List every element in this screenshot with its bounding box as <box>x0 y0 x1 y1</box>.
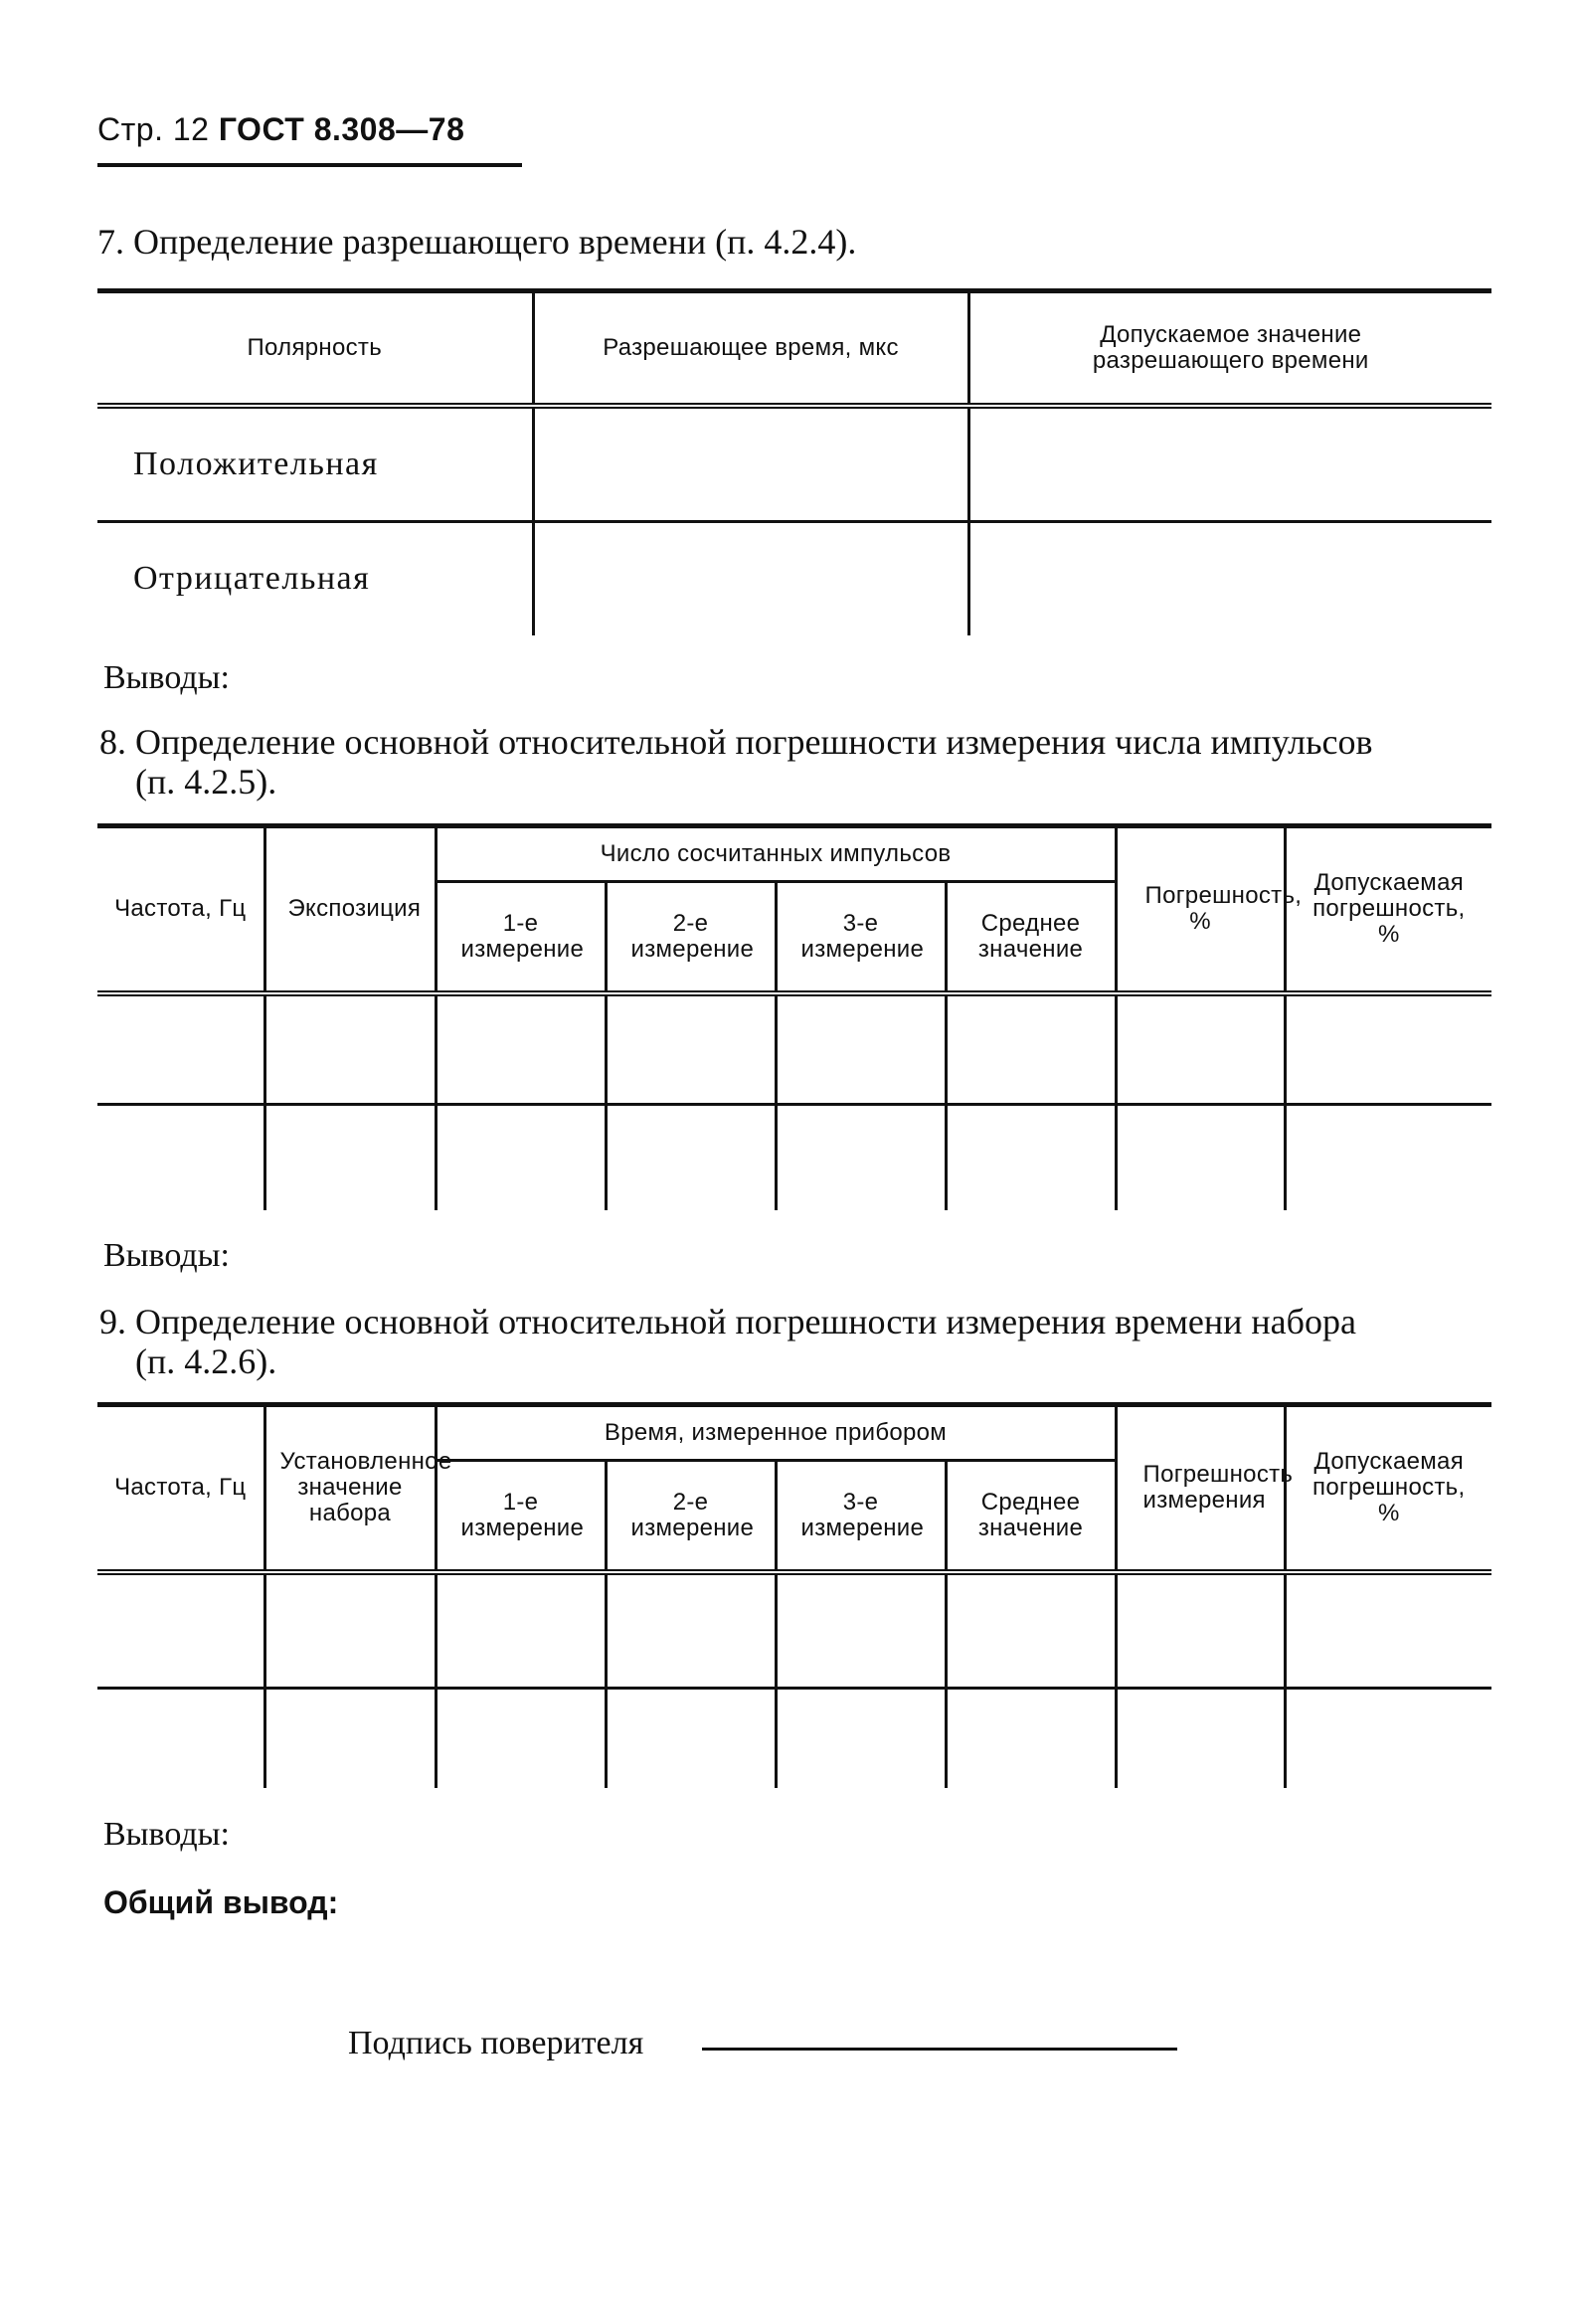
col-exposure: Экспозиция <box>264 826 436 993</box>
signature-line[interactable] <box>702 2048 1177 2051</box>
pulse-count-error-table <box>97 823 1491 1210</box>
table-cell <box>606 1689 776 1788</box>
table-cell <box>436 1689 606 1788</box>
table-row <box>97 406 1491 522</box>
table-cell <box>1285 1572 1491 1689</box>
col-error: Погрешность, % <box>1116 826 1285 993</box>
col-allowed-error: Допускаемая погрешность, % <box>1285 1405 1491 1572</box>
table-cell <box>946 1105 1116 1210</box>
table-cell <box>436 1105 606 1210</box>
table-cell <box>533 522 968 635</box>
table-cell <box>97 1689 264 1788</box>
table-cell <box>776 1689 946 1788</box>
table-cell <box>968 522 1491 635</box>
table-cell <box>264 1572 436 1689</box>
table-cell <box>1285 1105 1491 1210</box>
table-cell <box>1116 993 1285 1105</box>
col-allowed-error: Допускаемая погрешность, % <box>1285 826 1491 993</box>
table-cell <box>264 1105 436 1210</box>
table-cell <box>606 1105 776 1210</box>
table-row <box>97 522 1491 635</box>
table-row <box>97 993 1491 1105</box>
col-group-pulse-count: Число сосчитанных импульсов <box>436 826 1116 882</box>
col-measure-1: 1-е измерение <box>436 882 606 993</box>
table-cell <box>946 1689 1116 1788</box>
table-cell <box>1285 1689 1491 1788</box>
row-label-positive: Положительная <box>97 406 533 522</box>
col-polarity: Полярность <box>97 291 533 406</box>
table-cell <box>97 1572 264 1689</box>
table-cell <box>968 406 1491 522</box>
section-9-conclusions: Выводы: <box>103 1816 230 1853</box>
section-8-title-line2: (п. 4.2.5). <box>135 762 277 802</box>
col-measure-2: 2-е измерение <box>606 882 776 993</box>
resolution-time-table <box>97 288 1491 635</box>
col-group-measured-time: Время, измеренное прибором <box>436 1405 1116 1461</box>
section-8-title-line1: 8. Определение основной относительной погрешности измерения числа импульсов <box>99 722 1373 762</box>
table-row <box>97 1572 1491 1689</box>
row-label-negative: Отрицательная <box>133 560 371 598</box>
table-cell <box>606 1572 776 1689</box>
col-frequency: Частота, Гц <box>97 826 264 993</box>
table-cell <box>1116 1105 1285 1210</box>
section-7-title: 7. Определение разрешающего времени (п. 4.2.4). <box>97 222 857 262</box>
table-cell <box>946 1572 1116 1689</box>
standard-designation: ГОСТ 8.308—78 <box>218 111 465 147</box>
table-cell <box>97 993 264 1105</box>
section-9-title-line1: 9. Определение основной относительной погрешности измерения времени набора <box>99 1302 1356 1341</box>
col-measure-3: 3-е измерение <box>776 1461 946 1572</box>
col-set-value: Установленное значение набора <box>264 1405 436 1572</box>
col-measure-1: 1-е измерение <box>436 1461 606 1572</box>
table-cell <box>946 993 1116 1105</box>
general-conclusion-label: Общий вывод: <box>103 1884 339 1920</box>
table-cell <box>1116 1572 1285 1689</box>
table-cell <box>264 1689 436 1788</box>
col-resolution-time: Разрешающее время, мкс <box>533 291 968 406</box>
col-allowed-value: Допускаемое значение разрешающего времени <box>968 291 1491 406</box>
table-cell <box>606 993 776 1105</box>
table-cell <box>264 993 436 1105</box>
col-measure-3: 3-е измерение <box>776 882 946 993</box>
page-number: Стр. 12 <box>97 111 210 147</box>
table-cell <box>97 1105 264 1210</box>
table-row <box>97 1105 1491 1210</box>
col-measure-2: 2-е измерение <box>606 1461 776 1572</box>
table-cell <box>776 1572 946 1689</box>
table-cell <box>776 993 946 1105</box>
col-error: Погрешность измерения <box>1116 1405 1285 1572</box>
table-cell <box>436 1572 606 1689</box>
table-cell <box>1285 993 1491 1105</box>
section-9-title-line2: (п. 4.2.6). <box>135 1341 277 1381</box>
col-frequency: Частота, Гц <box>97 1405 264 1572</box>
running-head <box>97 111 464 148</box>
section-8-conclusions: Выводы: <box>103 1237 230 1274</box>
table-cell <box>776 1105 946 1210</box>
section-7-conclusions: Выводы: <box>103 659 230 696</box>
set-time-error-table <box>97 1402 1491 1788</box>
col-measure-mean: Среднее значение <box>946 882 1116 993</box>
table-cell <box>1116 1689 1285 1788</box>
table-cell <box>533 406 968 522</box>
signature-label: Подпись поверителя <box>348 2025 644 2061</box>
header-rule <box>97 163 522 167</box>
col-measure-mean: Среднее значение <box>946 1461 1116 1572</box>
table-row <box>97 1689 1491 1788</box>
table-cell <box>436 993 606 1105</box>
